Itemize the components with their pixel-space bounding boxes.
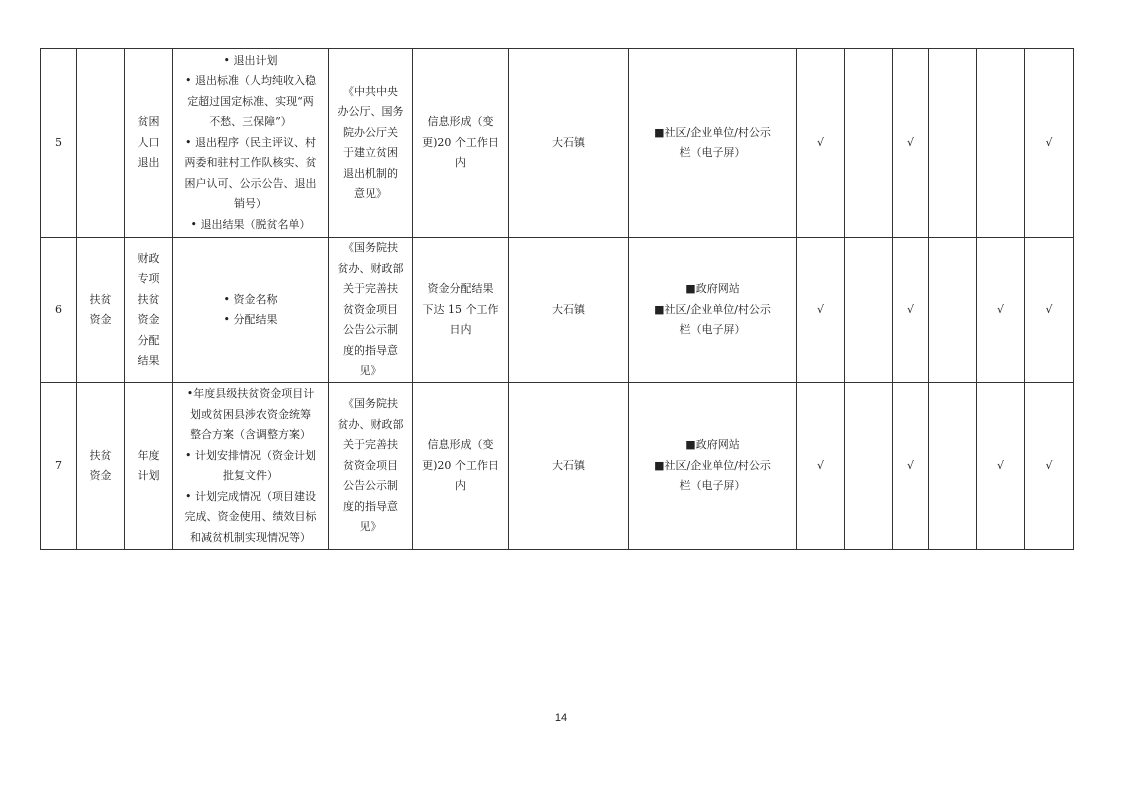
subject-unit-cell: 大石镇 <box>509 49 629 238</box>
page-number: 14 <box>554 712 568 724</box>
category-cell <box>77 238 125 383</box>
content-cell <box>173 49 329 238</box>
subject-cell-line: 计划 <box>137 469 160 482</box>
basis-cell <box>329 383 413 550</box>
channel-cell-line: ■社区/企业单位/村公示 <box>654 458 771 472</box>
check-cell: √ <box>797 49 845 238</box>
content-cell-line: 整合方案（含调整方案） <box>190 428 311 441</box>
row-number-cell: 7 <box>41 383 77 550</box>
content-cell-line: 批复文件） <box>223 469 278 482</box>
disclosure-table <box>40 48 1074 550</box>
time-limit-cell-line: 日内 <box>449 323 472 337</box>
content-cell-line: 销号） <box>234 197 267 211</box>
check-cell: √ <box>893 238 929 383</box>
content-cell-line: • 退出程序（民主评议、村 <box>185 135 316 149</box>
subject-cell <box>125 383 173 550</box>
channel-cell-line: ■社区/企业单位/村公示 <box>654 302 771 316</box>
channel-cell-line: ■社区/企业单位/村公示 <box>654 125 771 139</box>
check-cell: √ <box>797 383 845 550</box>
basis-cell-line: 《国务院扶 <box>343 397 398 411</box>
check-cell <box>977 49 1025 238</box>
time-limit-cell <box>413 238 509 383</box>
channel-cell-line: 栏（电子屏） <box>679 323 746 337</box>
row-number-cell: 6 <box>41 238 77 383</box>
basis-cell-line: 公告公示制 <box>343 323 398 337</box>
time-limit-cell-line: 信息形成（变 <box>427 115 494 129</box>
table-row <box>41 238 1074 383</box>
check-cell: √ <box>977 383 1025 550</box>
basis-cell-line: 贫资金项目 <box>343 458 398 472</box>
subject-unit-cell: 大石镇 <box>509 383 629 550</box>
category-cell <box>77 383 125 550</box>
time-limit-cell <box>413 383 509 550</box>
channel-cell-line: 栏（电子屏） <box>679 479 746 493</box>
subject-cell-line: 资金 <box>137 313 160 326</box>
check-cell: √ <box>893 383 929 550</box>
basis-cell <box>329 49 413 238</box>
subject-cell-line: 结果 <box>137 354 160 367</box>
basis-cell-line: 贫办、财政部 <box>337 417 404 431</box>
time-limit-cell-line: 内 <box>455 479 466 493</box>
channel-cell-line: ■政府网站 <box>685 438 740 452</box>
subject-cell-line: 财政 <box>137 251 160 265</box>
subject-cell-line: 人口 <box>137 135 160 149</box>
time-limit-cell <box>413 49 509 238</box>
content-cell-line: 和减贫机制实现情况等） <box>190 530 311 544</box>
time-limit-cell-line: 更)20 个工作日 <box>422 135 499 149</box>
content-cell <box>173 383 329 550</box>
basis-cell-line: 度的指导意 <box>343 343 398 357</box>
content-cell-line: • 分配结果 <box>223 313 278 326</box>
content-cell-line: • 计划完成情况（项目建设 <box>185 489 316 503</box>
content-cell-line: • 退出计划 <box>223 53 278 67</box>
category-cell-line: 资金 <box>89 313 112 326</box>
time-limit-cell-line: 信息形成（变 <box>427 438 494 452</box>
check-cell: √ <box>1025 49 1074 238</box>
check-cell <box>845 383 893 550</box>
basis-cell-line: 院办公厅关 <box>343 125 398 139</box>
subject-cell-line: 贫困 <box>137 115 160 129</box>
category-cell-line: 扶贫 <box>89 448 112 462</box>
subject-cell-line: 年度 <box>137 448 160 462</box>
content-cell-line: • 退出结果（脱贫名单） <box>190 217 311 231</box>
table-row <box>41 49 1074 238</box>
check-cell <box>845 238 893 383</box>
channel-cell <box>629 238 797 383</box>
content-cell-line: • 资金名称 <box>223 292 278 306</box>
category-cell <box>77 49 125 238</box>
basis-cell <box>329 238 413 383</box>
check-cell: √ <box>1025 238 1074 383</box>
subject-cell-line: 扶贫 <box>137 292 160 306</box>
check-cell <box>845 49 893 238</box>
basis-cell-line: 贫资金项目 <box>343 302 398 316</box>
channel-cell <box>629 383 797 550</box>
basis-cell-line: 《中共中央 <box>343 84 398 98</box>
basis-cell-line: 关于完善扶 <box>343 282 398 296</box>
time-limit-cell-line: 内 <box>455 156 466 170</box>
time-limit-cell-line: 更)20 个工作日 <box>422 458 499 472</box>
check-cell: √ <box>797 238 845 383</box>
content-cell-line: • 计划安排情况（资金计划 <box>185 448 316 462</box>
content-cell-line: • 退出标准（人均纯收入稳 <box>185 74 316 88</box>
channel-cell-line: ■政府网站 <box>685 282 740 296</box>
basis-cell-line: 贫办、财政部 <box>337 261 404 275</box>
basis-cell-line: 见》 <box>359 520 382 534</box>
basis-cell-line: 《国务院扶 <box>343 241 398 255</box>
content-cell-line: 定超过国定标准、实现“两 <box>187 94 314 108</box>
basis-cell-line: 办公厅、国务 <box>337 105 404 118</box>
check-cell: √ <box>977 238 1025 383</box>
row-number-cell: 5 <box>41 49 77 238</box>
basis-cell-line: 见》 <box>359 364 382 378</box>
check-cell: √ <box>893 49 929 238</box>
check-cell <box>929 383 977 550</box>
subject-cell-line: 专项 <box>137 272 160 285</box>
category-cell-line: 扶贫 <box>89 292 112 306</box>
subject-cell <box>125 238 173 383</box>
basis-cell-line: 退出机制的 <box>343 166 398 180</box>
time-limit-cell-line: 下达 15 个工作 <box>422 302 499 316</box>
content-cell-line: 两委和驻村工作队核实、贫 <box>184 156 317 170</box>
subject-unit-cell: 大石镇 <box>509 238 629 383</box>
content-cell <box>173 238 329 383</box>
content-cell-line: 完成、资金使用、绩效目标 <box>184 510 317 523</box>
category-cell-line: 资金 <box>89 469 112 482</box>
basis-cell-line: 意见》 <box>354 187 387 200</box>
content-cell-line: •年度县级扶贫资金项目计 <box>186 387 315 400</box>
channel-cell <box>629 49 797 238</box>
content-cell-line: 不愁、三保障”） <box>209 115 292 129</box>
basis-cell-line: 关于完善扶 <box>343 438 398 452</box>
table-row <box>41 383 1074 550</box>
content-cell-line: 划或贫困县涉农资金统筹 <box>190 407 311 421</box>
check-cell: √ <box>1025 383 1074 550</box>
channel-cell-line: 栏（电子屏） <box>679 146 746 159</box>
check-cell <box>929 49 977 238</box>
content-cell-line: 困户认可、公示公告、退出 <box>184 176 317 190</box>
basis-cell-line: 公告公示制 <box>343 479 398 493</box>
subject-cell-line: 退出 <box>137 156 160 170</box>
subject-cell <box>125 49 173 238</box>
subject-cell-line: 分配 <box>137 333 160 347</box>
basis-cell-line: 度的指导意 <box>343 499 398 513</box>
time-limit-cell-line: 资金分配结果 <box>427 282 494 296</box>
basis-cell-line: 于建立贫困 <box>343 146 398 159</box>
check-cell <box>929 238 977 383</box>
